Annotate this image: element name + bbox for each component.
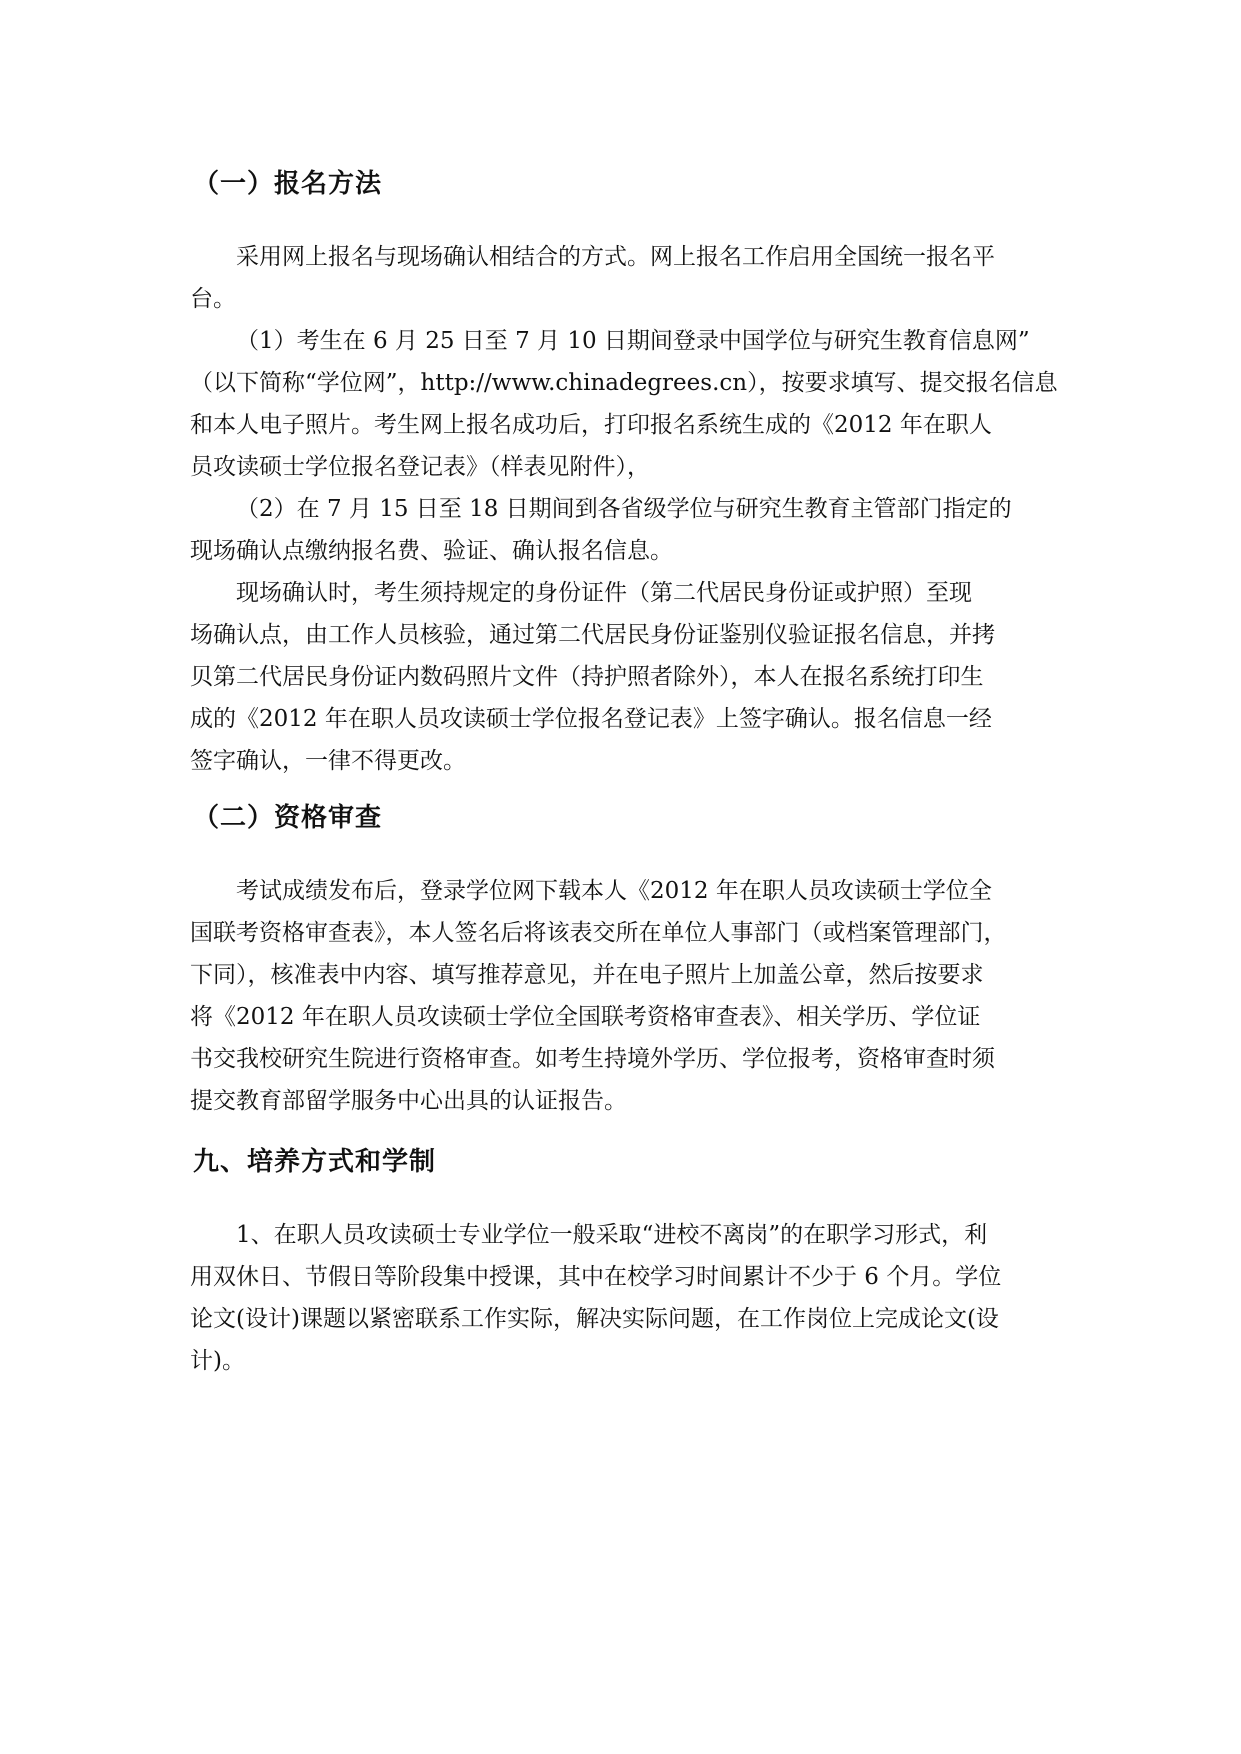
text-line: 计)。 <box>190 1348 245 1374</box>
text-line: 贝第二代居民身份证内数码照片文件（持护照者除外），本人在报名系统打印生 <box>190 664 984 690</box>
section-heading-registration-method: （一）报名方法 <box>193 169 383 199</box>
text-line: 书交我校研究生院进行资格审查。如考生持境外学历、学位报考，资格审查时须 <box>190 1046 995 1072</box>
text-line: 1、在职人员攻读硕士专业学位一般采取“进校不离岗”的在职学习形式，利 <box>236 1222 988 1248</box>
text-line: 国联考资格审查表》，本人签名后将该表交所在单位人事部门（或档案管理部门， <box>190 920 1007 946</box>
text-line: 现场确认时，考生须持规定的身份证件（第二代居民身份证或护照）至现 <box>236 580 972 606</box>
text-line: 用双休日、节假日等阶段集中授课，其中在校学习时间累计不少于 6 个月。学位 <box>190 1264 1002 1290</box>
text-line: 提交教育部留学服务中心出具的认证报告。 <box>190 1088 627 1114</box>
text-line: 论文(设计)课题以紧密联系工作实际，解决实际问题，在工作岗位上完成论文(设 <box>190 1306 999 1332</box>
text-line: （1）考生在 6 月 25 日至 7 月 10 日期间登录中国学位与研究生教育信息网” <box>236 328 1030 354</box>
text-line: 考试成绩发布后，登录学位网下载本人《2012 年在职人员攻读硕士学位全 <box>236 878 992 904</box>
text-line: 签字确认，一律不得更改。 <box>190 748 466 774</box>
text-line: 台。 <box>190 286 236 312</box>
paragraph-registration-step-1 <box>190 320 1058 488</box>
paragraph-registration-intro <box>190 236 1054 320</box>
paragraph-onsite-confirmation <box>190 572 1054 782</box>
text-line: 成的《2012 年在职人员攻读硕士学位报名登记表》上签字确认。报名信息一经 <box>190 706 992 732</box>
text-line: 员攻读硕士学位报名登记表》（样表见附件）， <box>190 454 650 480</box>
section-heading-training-mode: 九、培养方式和学制 <box>193 1147 437 1177</box>
text-line: 下同），核准表中内容、填写推荐意见，并在电子照片上加盖公章，然后按要求 <box>190 962 984 988</box>
text-line: 采用网上报名与现场确认相结合的方式。网上报名工作启用全国统一报名平 <box>236 244 995 270</box>
paragraph-training-mode <box>190 1214 1054 1382</box>
text-line: （2）在 7 月 15 日至 18 日期间到各省级学位与研究生教育主管部门指定的 <box>236 496 1012 522</box>
paragraph-registration-step-2 <box>190 488 1054 572</box>
text-line: （以下简称“学位网”，http://www.chinadegrees.cn），按要求填写、提交报名信息 <box>190 370 1058 396</box>
text-line: 现场确认点缴纳报名费、验证、确认报名信息。 <box>190 538 673 564</box>
text-line: 将《2012 年在职人员攻读硕士学位全国联考资格审查表》、相关学历、学位证 <box>190 1004 981 1030</box>
text-line: 场确认点，由工作人员核验，通过第二代居民身份证鉴别仪验证报名信息，并拷 <box>190 622 995 648</box>
section-heading-qualification-review: （二）资格审查 <box>193 803 383 833</box>
paragraph-qualification-review <box>190 870 1054 1122</box>
text-line: 和本人电子照片。考生网上报名成功后，打印报名系统生成的《2012 年在职人 <box>190 412 992 438</box>
